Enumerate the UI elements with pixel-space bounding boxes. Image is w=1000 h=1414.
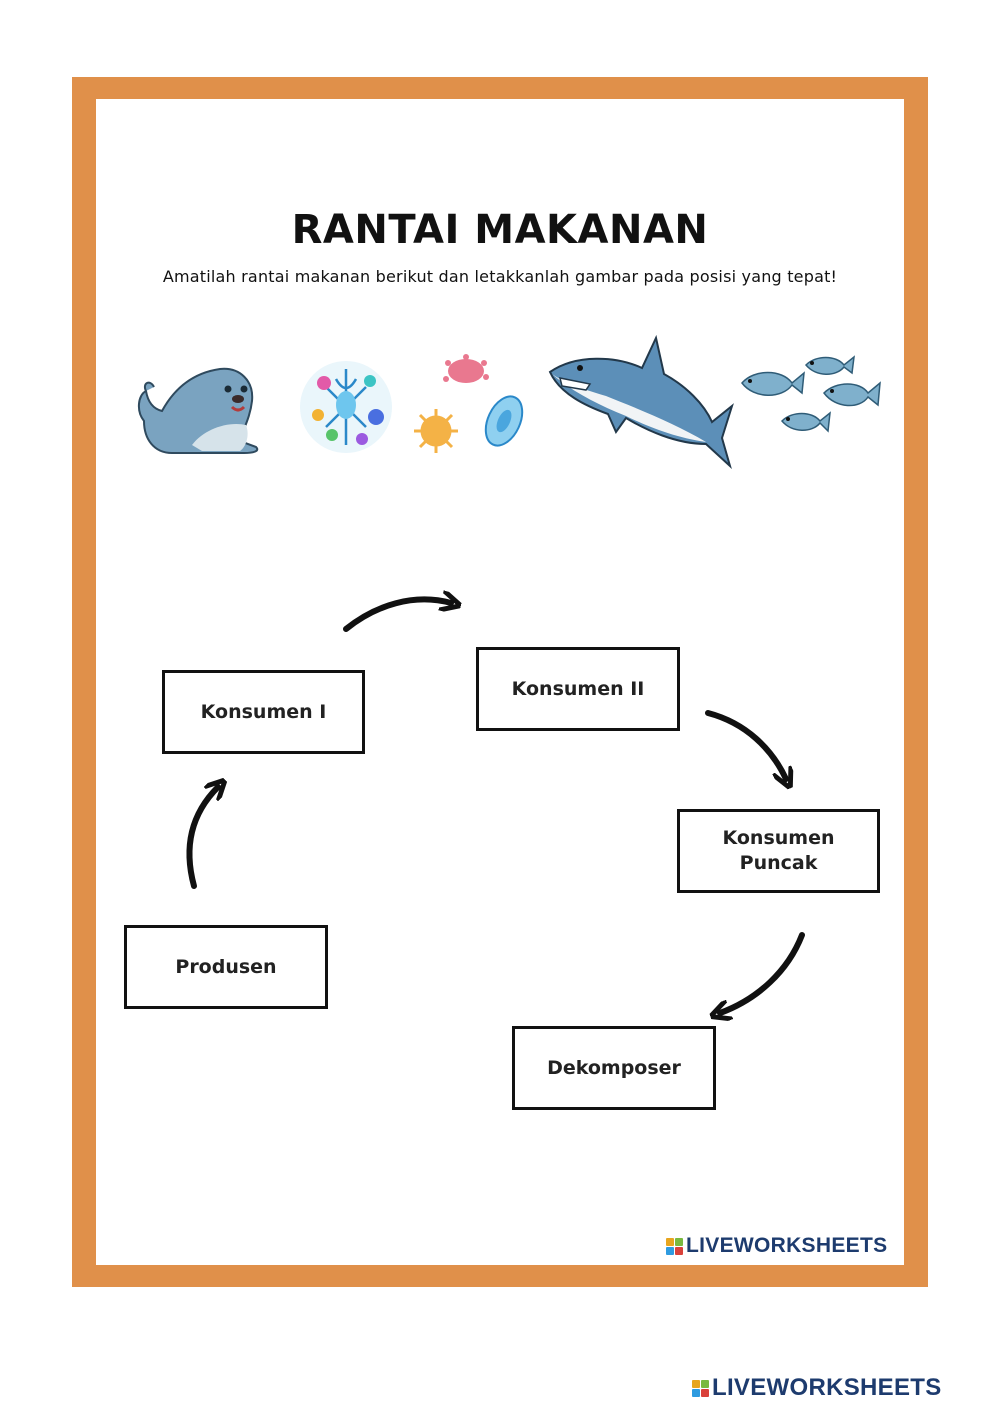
inner-liveworksheets-logo: [666, 1234, 887, 1258]
konsumen-2-label: Konsumen II: [511, 677, 645, 700]
konsumen-1-label: Konsumen I: [200, 700, 327, 723]
arrow-konsumen-2-to-puncak: [708, 713, 786, 779]
footer-logo-text: LIVEWORKSHEETS: [712, 1374, 942, 1401]
worksheet-instruction: Amatilah rantai makanan berikut dan letakkanlah gambar pada posisi yang tepat!: [162, 267, 838, 286]
footer-liveworksheets-logo[interactable]: [692, 1374, 942, 1402]
liveworksheets-logo-icon: [692, 1380, 709, 1397]
produsen-label: Produsen: [175, 955, 277, 978]
arrow-konsumen-1-to-konsumen-2: [346, 599, 451, 629]
konsumen-puncak-label: Konsumen Puncak: [722, 827, 835, 874]
liveworksheets-logo-icon: [666, 1238, 683, 1255]
dekomposer-label: Dekomposer: [547, 1056, 681, 1079]
worksheet-title: RANTAI MAKANAN: [291, 207, 709, 253]
worksheet-frame: [72, 77, 928, 1287]
arrow-puncak-to-dekomposer: [720, 935, 802, 1013]
food-chain-arrows: [96, 99, 904, 1265]
inner-logo-text: LIVEWORKSHEETS: [686, 1234, 888, 1257]
arrow-produsen-to-konsumen-1: [189, 787, 218, 886]
worksheet-page: [96, 99, 904, 1265]
